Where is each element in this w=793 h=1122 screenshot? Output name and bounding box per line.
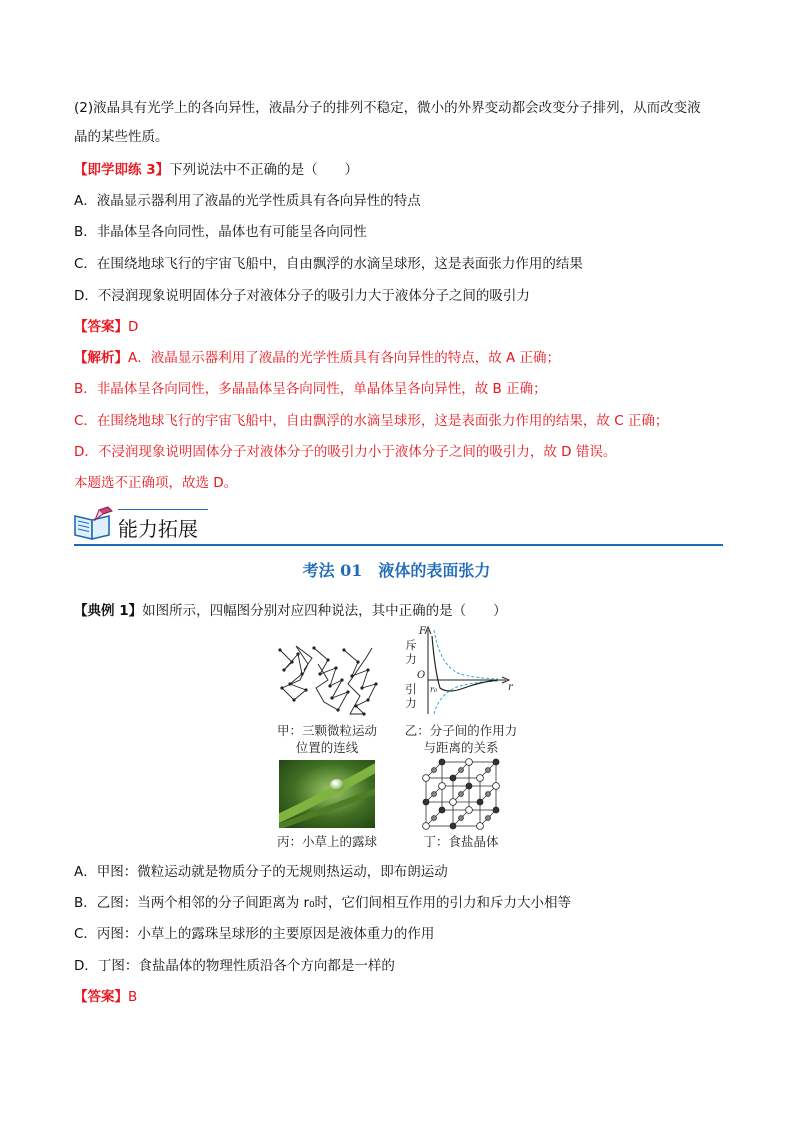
- dewdrop-photo: [279, 760, 375, 828]
- figure-yi-caption-2: 与距离的关系: [423, 740, 499, 755]
- brownian-motion-figure: [272, 640, 382, 720]
- analysis-tag: 【解析】: [74, 350, 128, 366]
- analysis-conclusion: 本题选不正确项，故选 D。: [74, 475, 238, 491]
- practice-option-d: D．不浸润现象说明固体分子对液体分子的吸引力大于液体分子之间的吸引力: [74, 288, 530, 304]
- section-rule-top: [118, 509, 208, 510]
- example-question-text: 如图所示，四幅图分别对应四种说法，其中正确的是（ ）: [142, 603, 507, 619]
- book-icon: [72, 506, 114, 542]
- example-answer-value: B: [128, 989, 138, 1005]
- example-option-d: D．丁图：食盐晶体的物理性质沿各个方向都是一样的: [74, 958, 395, 974]
- analysis-line-a: [74, 346, 560, 366]
- example-answer: [74, 985, 137, 1005]
- practice-option-b: B．非晶体呈各向同性，晶体也有可能呈各向同性: [74, 224, 367, 240]
- practice-answer-value: D: [128, 319, 139, 335]
- practice-tag: 【即学即练 3】: [74, 162, 170, 178]
- graph-repulsive-label: 斥力: [405, 638, 417, 666]
- graph-axis-r: r: [508, 682, 513, 693]
- figure-jia-caption-1: 甲：三颗微粒运动: [276, 723, 377, 738]
- practice-question-text: 下列说法中不正确的是（ ）: [169, 162, 359, 178]
- figure-ding-caption: 丁：食盐晶体: [423, 834, 499, 849]
- method-heading: [0, 558, 793, 581]
- example-option-b: B．乙图：当两个相邻的分子间距离为 r₀时，它们间相互作用的引力和斥力大小相等: [74, 895, 572, 911]
- section-divider: [74, 544, 723, 546]
- graph-r0: r₀: [430, 685, 438, 694]
- graph-origin: O: [417, 670, 426, 681]
- example-option-c: C．丙图：小草上的露珠呈球形的主要原因是液体重力的作用: [74, 926, 435, 942]
- figure-jia-caption-2: 位置的连线: [295, 740, 359, 755]
- analysis-text-a: A．液晶显示器利用了液晶的光学性质具有各向异性的特点，故 A 正确；: [128, 350, 561, 366]
- salt-crystal-lattice: [420, 758, 504, 830]
- practice-question: [74, 158, 358, 178]
- figure-bing-caption: 丙：小草上的露球: [276, 834, 377, 849]
- example-tag: 【典例 1】: [74, 603, 143, 619]
- example-question: [74, 599, 507, 619]
- practice-option-c: C．在围绕地球飞行的宇宙飞船中，自由飘浮的水滴呈球形，这是表面张力作用的结果: [74, 256, 583, 272]
- example-option-a: A．甲图：微粒运动就是物质分子的无规则热运动，即布朗运动: [74, 864, 448, 880]
- intro-line-1: (2)液晶具有光学上的各向异性，液晶分子的排列不稳定，微小的外界变动都会改变分子排列，从而改变液: [74, 100, 701, 116]
- analysis-line-b: B．非晶体呈各向同性，多晶晶体呈各向同性，单晶体呈各向异性，故 B 正确；: [74, 381, 547, 397]
- method-label: 考法 01: [302, 561, 363, 580]
- section-title: 能力拓展: [118, 517, 198, 541]
- practice-answer-tag: 【答案】: [74, 319, 128, 335]
- intro-line-2: 晶的某些性质。: [74, 129, 169, 145]
- practice-option-a: A．液晶显示器利用了液晶的光学性质具有各向异性的特点: [74, 193, 421, 209]
- method-title: 液体的表面张力: [378, 561, 491, 580]
- example-answer-tag: 【答案】: [74, 989, 128, 1005]
- figure-yi-caption-1: 乙：分子间的作用力: [404, 723, 518, 738]
- graph-attractive-label: 引力: [405, 682, 417, 710]
- analysis-line-d: D．不浸润现象说明固体分子对液体分子的吸引力小于液体分子之间的吸引力，故 D 错误。: [74, 444, 617, 460]
- force-distance-graph: [408, 622, 518, 718]
- graph-axis-f: F: [419, 626, 426, 637]
- analysis-line-c: C．在围绕地球飞行的宇宙飞船中，自由飘浮的水滴呈球形，这是表面张力作用的结果，故 C 正确；: [74, 413, 669, 429]
- practice-answer: [74, 315, 138, 335]
